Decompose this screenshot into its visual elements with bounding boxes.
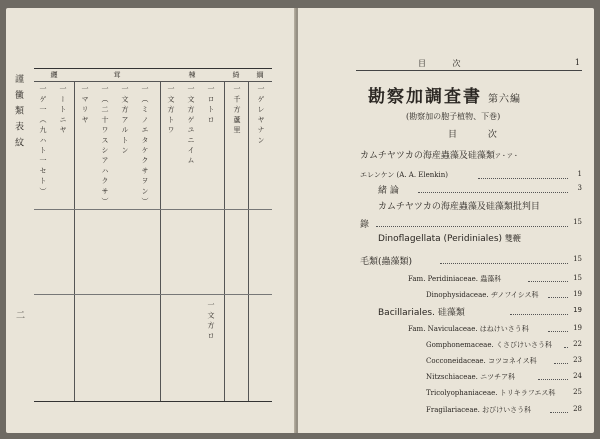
toc-entry-text: Nitzschiaceae. ニツチア科 xyxy=(426,373,516,381)
toc-leader xyxy=(528,281,568,282)
toc-entry-text: カムチヤツカの海産蟲藻及硅藻類 xyxy=(360,151,495,161)
table-header: 棟 xyxy=(160,69,224,82)
toc-entry-text: Fam. Peridiniaceae. 蟲藻科 xyxy=(408,275,502,283)
toc-entry xyxy=(426,290,582,300)
toc-entry xyxy=(378,305,582,318)
toc-entry xyxy=(360,217,582,230)
left-page-number: 二 xyxy=(16,311,26,321)
toc-entry-text: Gomphonemaceae. くさびけいさう科 xyxy=(426,341,552,349)
toc-page: 22 xyxy=(573,340,582,348)
species-table xyxy=(34,68,272,402)
toc-leader xyxy=(510,314,568,315)
toc-entry xyxy=(408,324,582,334)
toc-heading: 目 次 xyxy=(448,130,511,140)
table-divider xyxy=(248,81,249,401)
toc-entry xyxy=(426,372,582,382)
toc-leader xyxy=(564,347,568,348)
book-subtitle: (勘察加の胞子植物、下巻) xyxy=(406,112,501,121)
toc-page: 25 xyxy=(573,388,582,396)
toc-entry-text: エレンケン (A. A. Elenkin) xyxy=(360,171,449,179)
toc-page: 15 xyxy=(573,274,582,282)
toc-page: 3 xyxy=(577,184,582,192)
toc-page: 19 xyxy=(573,306,582,314)
running-head: 目 次 xyxy=(418,59,473,68)
toc-entry-text: Dinophysidaceae. ヂノフイシス科 xyxy=(426,291,539,299)
right-page-number: 1 xyxy=(574,58,580,67)
table-column: 一 （ ミ ノ エ タ ケ ク サ ヲ ン ） xyxy=(141,85,149,205)
toc-entry xyxy=(426,356,582,366)
toc-entry-text: Bacillariales. 硅藻類 xyxy=(378,308,465,318)
table-header: 纒 xyxy=(34,69,74,82)
table-column: 一 ロ ト ロ xyxy=(207,85,215,124)
table-column: 一 ゲ 一 （ 九 ハ ト 一 セ ト ） xyxy=(39,85,47,195)
toc-leader xyxy=(478,178,568,179)
toc-entry xyxy=(426,340,582,350)
toc-entry xyxy=(426,388,582,398)
toc-entry-text: Dinoflagellata (Peridiniales) xyxy=(378,234,503,244)
right-page xyxy=(298,8,594,433)
toc-page: 1 xyxy=(577,170,582,178)
toc-entry-text: カムチヤツカの海産蟲藻及硅藻類批判目 xyxy=(378,202,540,212)
table-row-divider xyxy=(34,209,272,210)
toc-entry-suffix: ア・ア・ xyxy=(494,153,519,160)
table-column: 一 文 方 ゲ ユ ニ イ ム xyxy=(187,85,195,165)
table-column: 一 ー ト ニ ヤ xyxy=(59,85,67,134)
toc-page: 15 xyxy=(573,255,582,263)
toc-leader xyxy=(550,412,568,413)
table-column: 一 千 方 蘆 里 xyxy=(233,85,241,134)
toc-entry-text: Tricolyophaniaceae. トリキラフエス科 xyxy=(426,389,556,397)
toc-page: 19 xyxy=(573,324,582,332)
toc-entry-text: 緒 論 xyxy=(378,186,399,196)
toc-entry xyxy=(360,148,582,161)
left-vertical-title: 謹 黴 類 表 紋 xyxy=(13,74,23,149)
toc-entry-text: Fam. Naviculaceae. はねけいさう科 xyxy=(408,325,529,333)
table-header: 茸 xyxy=(74,69,160,82)
toc-entry-text: 錄 xyxy=(360,220,370,230)
table-header: 綺 xyxy=(224,69,248,82)
toc-leader xyxy=(548,331,568,332)
toc-entry xyxy=(378,183,582,196)
toc-entry xyxy=(360,170,582,180)
toc-page: 28 xyxy=(573,405,582,413)
table-header: 綱 xyxy=(248,69,272,82)
table-column: 一 文 方 ア ル ト ン xyxy=(121,85,129,154)
table-column: 一 マ リ ヤ xyxy=(81,85,89,124)
toc-entry xyxy=(360,254,582,267)
book-title-text: 勘察加調査書 xyxy=(368,87,482,107)
toc-entry xyxy=(426,405,582,415)
header-rule xyxy=(356,70,582,71)
toc-entry-text: 毛類(蟲藻類) xyxy=(360,257,413,267)
table-divider xyxy=(160,81,161,401)
toc-entry-text: Fragilariaceae. おびけいさう科 xyxy=(426,406,532,414)
table-divider xyxy=(74,81,75,401)
table-column: 一 ゲ レ ヤ ナ ン xyxy=(257,85,265,144)
toc-page: 19 xyxy=(573,290,582,298)
table-column: 一 文 方 ト ワ xyxy=(167,85,175,134)
book-title xyxy=(368,82,521,107)
table-row-divider xyxy=(34,294,272,295)
toc-leader xyxy=(554,363,568,364)
toc-leader xyxy=(548,297,568,298)
toc-entry xyxy=(408,274,582,284)
toc-page: 24 xyxy=(573,372,582,380)
toc-entry-text: Cocconeidaceae. コツコネイス科 xyxy=(426,357,537,365)
toc-leader xyxy=(418,192,568,193)
volume-label: 第六編 xyxy=(488,94,521,105)
toc-entry-suffix: 雙鞭 xyxy=(504,234,521,243)
toc-entry xyxy=(378,233,582,244)
table-bottom-entry: 一 文 方 ロ xyxy=(207,301,215,340)
toc-page: 23 xyxy=(573,356,582,364)
toc-entry xyxy=(378,199,582,212)
table-divider xyxy=(224,81,225,401)
toc-leader xyxy=(538,379,568,380)
toc-leader xyxy=(376,226,568,227)
left-page xyxy=(6,8,296,433)
table-column: 一 （ 二 十 ワ ス シ ア ハ ク サ ） xyxy=(101,85,109,205)
toc-leader xyxy=(440,263,568,264)
toc-page: 15 xyxy=(573,218,582,226)
